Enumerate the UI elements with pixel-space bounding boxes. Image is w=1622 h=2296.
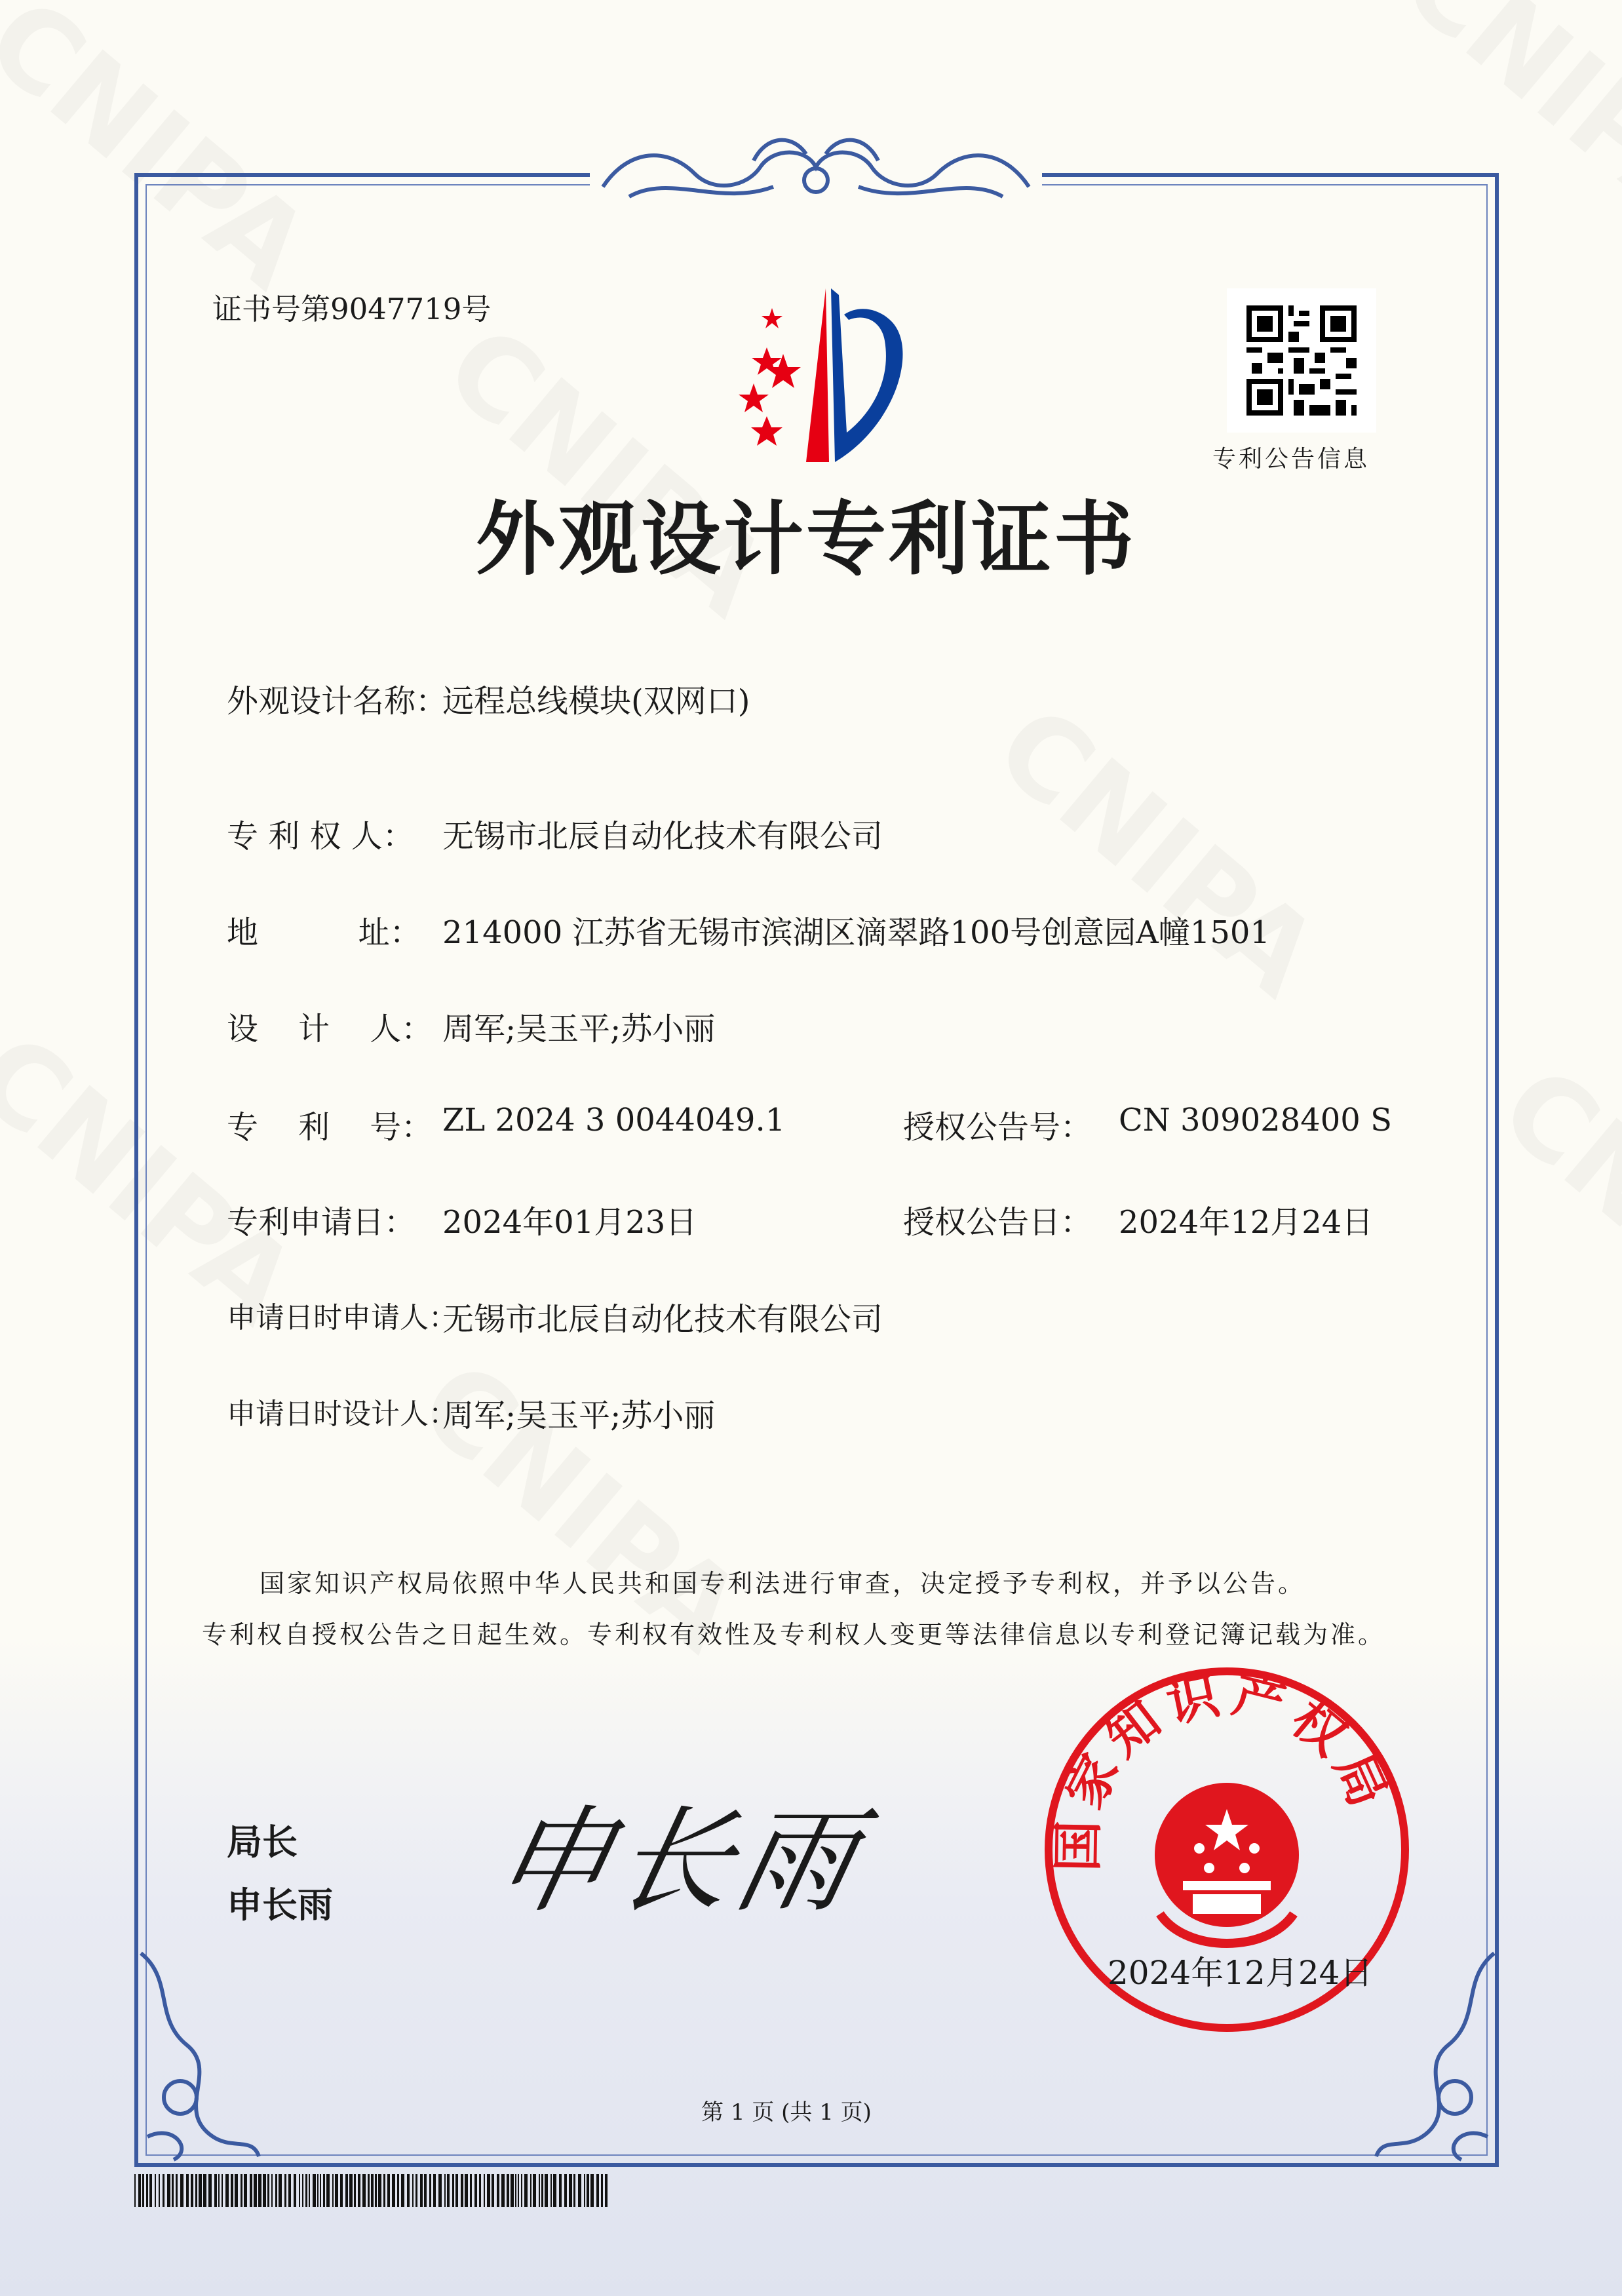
barcode-bar xyxy=(250,2174,252,2207)
barcode-bar xyxy=(323,2174,325,2207)
announcement-number-value: CN 309028400 S xyxy=(1119,1102,1392,1138)
barcode-bar xyxy=(149,2174,152,2207)
barcode-bar xyxy=(444,2174,446,2207)
barcode-bar xyxy=(163,2174,164,2207)
barcode-bar xyxy=(142,2174,144,2207)
barcode-bar xyxy=(299,2174,300,2207)
barcode-bar xyxy=(564,2174,567,2207)
barcode-bar xyxy=(313,2174,316,2207)
barcode-bar xyxy=(590,2174,594,2207)
barcode-bar xyxy=(387,2174,390,2207)
barcode-bar xyxy=(191,2174,193,2207)
barcode-bar xyxy=(235,2174,238,2207)
barcode-bar xyxy=(214,2174,217,2207)
barcode-bar xyxy=(424,2174,427,2207)
barcode-bar xyxy=(392,2174,395,2207)
application-date-value: 2024年01月23日 xyxy=(442,1204,697,1241)
barcode-bar xyxy=(447,2174,450,2207)
barcode-bar xyxy=(244,2174,247,2207)
barcode-bar xyxy=(596,2174,599,2207)
barcode-bar xyxy=(497,2174,499,2207)
barcode-bar xyxy=(578,2174,581,2207)
patent-number-label: 专 利 号： xyxy=(227,1109,433,1146)
designer-value: 周军;吴玉平;苏小丽 xyxy=(442,1011,716,1047)
barcode-bar xyxy=(412,2174,414,2207)
design-name-value: 远程总线模块(双网口) xyxy=(442,683,750,720)
announcement-number-label: 授权公告号： xyxy=(903,1109,1092,1146)
address-label: 地 址： xyxy=(227,914,421,951)
barcode-bar xyxy=(455,2174,458,2207)
barcode-bar xyxy=(378,2174,381,2207)
signature: 申长雨 xyxy=(482,1795,874,1928)
applicant-at-filing-label: 申请日时申请人： xyxy=(227,1301,457,1334)
barcode-bar xyxy=(545,2174,548,2207)
application-date-label: 专利申请日： xyxy=(227,1204,416,1241)
barcode-bar xyxy=(601,2174,603,2207)
barcode-bar xyxy=(284,2174,286,2207)
barcode-bar xyxy=(479,2174,481,2207)
barcode-bar xyxy=(461,2174,463,2207)
barcode-bar xyxy=(159,2174,160,2207)
announcement-date-label: 授权公告日： xyxy=(903,1204,1092,1241)
notice-line-2: 专利权自授权公告之日起生效。专利权有效性及专利权人变更等法律信息以专利登记簿记载为准。 xyxy=(202,1620,1386,1649)
barcode-bar xyxy=(573,2174,575,2207)
barcode-bar xyxy=(484,2174,485,2207)
barcode-bar xyxy=(288,2174,291,2207)
announcement-date-value: 2024年12月24日 xyxy=(1119,1204,1374,1241)
barcode-bar xyxy=(271,2174,273,2207)
address-value: 214000 江苏省无锡市滨湖区滴翠路100号创意园A幢1501 xyxy=(442,914,1270,951)
barcode-bar xyxy=(465,2174,468,2207)
barcode-bar xyxy=(332,2174,334,2207)
barcode-bar xyxy=(320,2174,321,2207)
barcode-bar xyxy=(354,2174,356,2207)
barcode-bar xyxy=(218,2174,220,2207)
barcode-bar xyxy=(401,2174,404,2207)
signatory-title: 局长 xyxy=(227,1821,298,1863)
barcode-bar xyxy=(452,2174,454,2207)
patent-number-value: ZL 2024 3 0044049.1 xyxy=(442,1102,786,1138)
barcode-bar xyxy=(559,2174,562,2207)
design-name-label: 外观设计名称： xyxy=(227,683,448,720)
barcode-bar xyxy=(254,2174,257,2207)
barcode-bar xyxy=(438,2174,442,2207)
barcode-bar xyxy=(518,2174,519,2207)
barcode-bar xyxy=(167,2174,170,2207)
barcode-bar xyxy=(569,2174,572,2207)
barcode-bar xyxy=(305,2174,307,2207)
barcode-bar xyxy=(420,2174,423,2207)
corner-ornament-left-icon xyxy=(134,1940,265,2163)
cnipa-logo-icon xyxy=(695,282,944,472)
barcode-bar xyxy=(340,2174,343,2207)
barcode-bar xyxy=(521,2174,522,2207)
designer-label: 设 计 人： xyxy=(227,1011,433,1047)
notice-line-1: 国家知识产权局依照中华人民共和国专利法进行审查，决定授予专利权，并予以公告。 xyxy=(260,1569,1306,1598)
patentee-label: 专 利 权 人： xyxy=(227,818,414,855)
barcode-bar xyxy=(258,2174,261,2207)
barcode-bar xyxy=(134,2174,136,2207)
barcode-bar xyxy=(550,2174,552,2207)
barcode-bar xyxy=(186,2174,189,2207)
page-footer: 第 1 页 (共 1 页) xyxy=(701,2099,872,2126)
barcode-bar xyxy=(492,2174,494,2207)
barcode-bar xyxy=(317,2174,319,2207)
barcode-bar xyxy=(203,2174,206,2207)
barcode-bar xyxy=(507,2174,509,2207)
barcode-bar xyxy=(326,2174,330,2207)
barcode-bar xyxy=(371,2174,374,2207)
barcode-bar xyxy=(138,2174,141,2207)
barcode-bar xyxy=(433,2174,436,2207)
barcode-bar xyxy=(345,2174,348,2207)
barcode-bar xyxy=(195,2174,197,2207)
barcode-bar xyxy=(397,2174,399,2207)
barcode-bar xyxy=(241,2174,242,2207)
barcode-bar xyxy=(415,2174,417,2207)
barcode-bar xyxy=(294,2174,296,2207)
barcode-bar xyxy=(225,2174,229,2207)
barcode-bar xyxy=(199,2174,202,2207)
barcode-bar xyxy=(584,2174,585,2207)
barcode-bar xyxy=(605,2174,608,2207)
barcode-bar xyxy=(375,2174,377,2207)
designer-at-filing-label: 申请日时设计人： xyxy=(227,1397,457,1431)
qr-code[interactable] xyxy=(1227,288,1376,433)
patentee-value: 无锡市北辰自动化技术有限公司 xyxy=(442,818,883,855)
barcode-bar xyxy=(407,2174,410,2207)
barcode-bar xyxy=(474,2174,477,2207)
corner-ornament-right-icon xyxy=(1370,1940,1501,2163)
barcode-bar xyxy=(383,2174,385,2207)
barcode-bar xyxy=(541,2174,543,2207)
barcode-bar xyxy=(530,2174,531,2207)
barcode-bar xyxy=(155,2174,156,2207)
barcode-bar xyxy=(470,2174,472,2207)
barcode-bar xyxy=(501,2174,505,2207)
barcode-bar xyxy=(349,2174,353,2207)
barcode-bar xyxy=(515,2174,516,2207)
barcode-bar xyxy=(222,2174,223,2207)
top-ornament-icon xyxy=(590,134,1042,213)
seal-text: 国家知识产权局 xyxy=(1048,1665,1402,1873)
qr-code-icon xyxy=(1227,288,1376,433)
barcode-bar xyxy=(587,2174,589,2207)
barcode-bar xyxy=(429,2174,431,2207)
designer-at-filing-value: 周军;吴玉平;苏小丽 xyxy=(442,1397,716,1434)
barcode-bar xyxy=(362,2174,366,2207)
certificate-number: 证书号第9047719号 xyxy=(212,292,492,326)
qr-label: 专利公告信息 xyxy=(1212,446,1370,473)
applicant-at-filing-value: 无锡市北辰自动化技术有限公司 xyxy=(442,1301,883,1338)
page-title: 外观设计专利证书 xyxy=(476,492,1136,586)
barcode-bar xyxy=(524,2174,528,2207)
barcode-bar xyxy=(267,2174,269,2207)
barcode-bar xyxy=(511,2174,514,2207)
barcode-bar xyxy=(302,2174,303,2207)
barcode-bar xyxy=(172,2174,174,2207)
barcode-bar xyxy=(176,2174,178,2207)
barcode-bar xyxy=(275,2174,277,2207)
barcode-bar xyxy=(335,2174,338,2207)
signatory-name: 申长雨 xyxy=(227,1884,333,1926)
barcode-bar xyxy=(279,2174,282,2207)
barcode-bar xyxy=(208,2174,212,2207)
barcode-bar xyxy=(358,2174,360,2207)
seal-date: 2024年12月24日 xyxy=(1108,1954,1373,1992)
barcode-bar xyxy=(180,2174,183,2207)
barcode-bar xyxy=(539,2174,540,2207)
barcode-bar xyxy=(533,2174,536,2207)
barcode-bar xyxy=(487,2174,490,2207)
barcode-bar xyxy=(553,2174,556,2207)
barcode-bar xyxy=(263,2174,266,2207)
barcode-icon xyxy=(134,2174,610,2207)
barcode-bar xyxy=(368,2174,370,2207)
barcode-bar xyxy=(309,2174,310,2207)
barcode-bar xyxy=(231,2174,233,2207)
barcode-bar xyxy=(146,2174,148,2207)
